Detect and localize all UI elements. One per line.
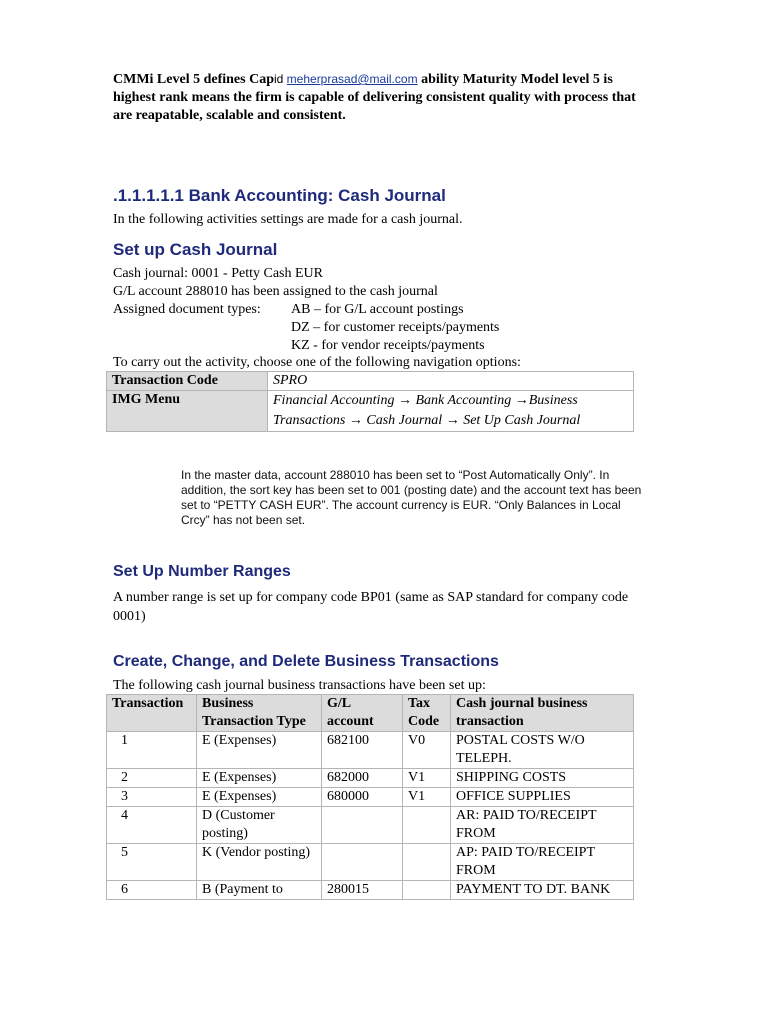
doc-type-ab: AB – for G/L account postings: [291, 302, 464, 317]
cell-gl-account: 680000: [322, 788, 403, 807]
cash-journal-line: Cash journal: 0001 - Petty Cash EUR: [113, 266, 323, 281]
transaction-code-value: SPRO: [268, 372, 634, 391]
cell-gl-account: 682100: [322, 732, 403, 769]
col-header-tax-code: Tax Code: [403, 695, 451, 732]
table-row: [107, 769, 634, 788]
cell-gl-account: 682000: [322, 769, 403, 788]
table-row: [107, 807, 634, 844]
intro-bold-start: CMMi Level 5 defines Cap: [113, 72, 274, 87]
number-ranges-text: A number range is set up for company code BP01 (same as SAP standard for company code 0001): [113, 590, 629, 624]
doc-type-dz: DZ – for customer receipts/payments: [291, 320, 500, 335]
col-header-business-type: Business Transaction Type: [197, 695, 322, 732]
business-transactions-table: [106, 694, 634, 900]
table-row: [107, 391, 634, 432]
col-header-transaction: Transaction: [107, 695, 197, 732]
cell-business-type: B (Payment to: [197, 881, 322, 900]
intro-paragraph: [113, 70, 658, 125]
intro-email-prefix: id: [273, 72, 287, 86]
img-menu-path-line-1: Financial Accounting → Bank Accounting →Business: [273, 393, 578, 408]
cell-transaction: 6: [107, 881, 197, 900]
cell-tax-code: [403, 807, 451, 844]
img-menu-path: [268, 391, 634, 432]
img-menu-path-line-2: Transactions → Cash Journal → Set Up Cash Journal: [273, 413, 581, 428]
table-row: [107, 881, 634, 900]
doc-type-line-1: [113, 301, 464, 319]
cell-cash-journal-transaction: POSTAL COSTS W/O TELEPH.: [451, 732, 634, 769]
cell-business-type: K (Vendor posting): [197, 844, 322, 881]
heading-number-ranges: Set Up Number Ranges: [113, 563, 291, 580]
cell-transaction: 3: [107, 788, 197, 807]
email-link[interactable]: meherprasad@mail.com: [286, 72, 418, 86]
table-header-row: [107, 695, 634, 732]
col-header-gl-account: G/L account: [322, 695, 403, 732]
doc-type-line-2: [113, 319, 499, 337]
cell-transaction: 5: [107, 844, 197, 881]
cell-tax-code: V0: [403, 732, 451, 769]
section-heading-cash-journal: .1.1.1.1.1 Bank Accounting: Cash Journal: [113, 186, 446, 205]
cell-tax-code: [403, 844, 451, 881]
cell-business-type: D (Customer posting): [197, 807, 322, 844]
doc-type-kz: KZ - for vendor receipts/payments: [291, 338, 485, 353]
cell-cash-journal-transaction: AP: PAID TO/RECEIPT FROM: [451, 844, 634, 881]
navigation-table: [106, 371, 634, 432]
cell-business-type: E (Expenses): [197, 769, 322, 788]
cell-cash-journal-transaction: OFFICE SUPPLIES: [451, 788, 634, 807]
master-data-note: In the master data, account 288010 has been set to “Post Automatically Only”. In addition, the sort key has been set to 001 (posting date) and the account text has been set to “PETTY CASH EUR”. The account currency is EUR. “Only Balances in Local Crcy” has not been set.: [181, 468, 642, 527]
section-intro-text: In the following activities settings are made for a cash journal.: [113, 212, 463, 227]
doc-type-line-3: [113, 337, 485, 355]
cell-cash-journal-transaction: AR: PAID TO/RECEIPT FROM: [451, 807, 634, 844]
table-row: [107, 788, 634, 807]
table-row: [107, 372, 634, 391]
img-menu-label: IMG Menu: [107, 391, 268, 432]
table-row: [107, 844, 634, 881]
cell-gl-account: [322, 807, 403, 844]
cell-transaction: 2: [107, 769, 197, 788]
table-row: [107, 732, 634, 769]
col-header-cash-journal-transaction: Cash journal business transaction: [451, 695, 634, 732]
cell-tax-code: V1: [403, 769, 451, 788]
cell-cash-journal-transaction: SHIPPING COSTS: [451, 769, 634, 788]
cell-tax-code: [403, 881, 451, 900]
cell-gl-account: [322, 844, 403, 881]
assigned-doc-types-label: Assigned document types:: [113, 302, 261, 317]
cell-business-type: E (Expenses): [197, 732, 322, 769]
navigation-intro: To carry out the activity, choose one of the following navigation options:: [113, 355, 521, 370]
cell-business-type: E (Expenses): [197, 788, 322, 807]
transaction-code-label: Transaction Code: [107, 372, 268, 391]
cell-gl-account: 280015: [322, 881, 403, 900]
cell-tax-code: V1: [403, 788, 451, 807]
heading-business-transactions: Create, Change, and Delete Business Transactions: [113, 653, 499, 670]
cell-transaction: 1: [107, 732, 197, 769]
business-transactions-intro: The following cash journal business transactions have been set up:: [113, 678, 486, 693]
cell-transaction: 4: [107, 807, 197, 844]
heading-setup-cash-journal: Set up Cash Journal: [113, 240, 278, 259]
intro-bold-end: ability Maturity Model level 5 is highest rank means the firm is capable of delivering consistent quality with process that are reapatable, scalable and consistent.: [113, 72, 636, 123]
cell-cash-journal-transaction: PAYMENT TO DT. BANK: [451, 881, 634, 900]
gl-account-line: G/L account 288010 has been assigned to the cash journal: [113, 284, 438, 299]
